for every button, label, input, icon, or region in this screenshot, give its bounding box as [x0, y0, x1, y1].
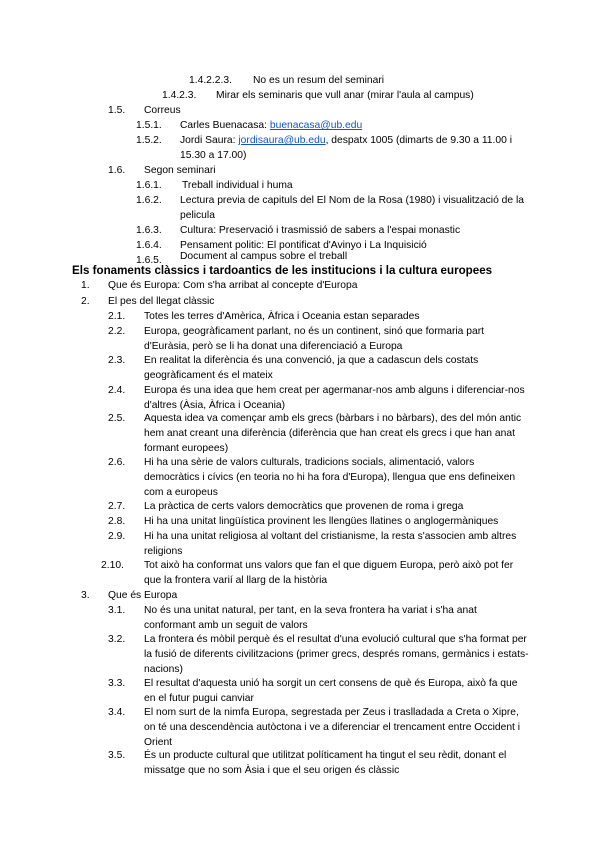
list-number: 2.10. — [101, 560, 124, 571]
list-number: 2.1. — [108, 311, 126, 322]
list-item-text — [180, 133, 525, 163]
list-item-text: Lectura previa de capituls del El Nom de la Rosa (1980) i visualització de la pelicula — [180, 195, 524, 221]
list-item-text: Europa, geogràficament parlant, no és un continent, sinó que formaria part d'Euràsia, però se li ha donat una diferenciació a Europa — [144, 326, 485, 352]
list-item-text: Correus — [144, 105, 181, 116]
list-number: 1. — [81, 280, 90, 291]
list-number: 3.1. — [108, 605, 126, 616]
list-item-text: No es un resum del seminari — [253, 75, 385, 86]
list-item-text: Segon seminari — [144, 165, 216, 176]
list-item-text: La frontera és mòbil perquè és el resultat d'una evolució cultural que s'ha format per la fusió de diferents civilitzacions (primer grecs, després romans, germànics i estats-nacions) — [144, 634, 529, 675]
list-number: 2.2. — [108, 326, 126, 337]
list-number: 1.6.5. — [136, 255, 162, 266]
list-item-text: En realitat la diferència és una convenció, ja que a cadascun dels costats geogràficament és el mateix — [144, 355, 479, 381]
list-number: 2. — [81, 296, 90, 307]
list-number: 1.6.3. — [136, 225, 162, 236]
list-number: 1.4.2.2.3. — [189, 75, 232, 86]
list-item-text: Totes les terres d'Amèrica, Àfrica i Oceania estan separades — [144, 311, 420, 322]
list-item-text: Cultura: Preservació i trasmissió de sabers a l'espai monastic — [180, 225, 461, 236]
list-item-text: El pes del llegat clàssic — [108, 296, 215, 307]
list-item-text: Aquesta idea va començar amb els grecs (bàrbars i no bàrbars), des del món antic hem anat creant una diferència (diferència que han creat els grecs i que han anat formant europees) — [144, 413, 522, 454]
list-number: 3.4. — [108, 707, 126, 718]
list-item-text: La pràctica de certs valors democràtics que provenen de roma i grega — [144, 501, 464, 512]
list-number: 2.8. — [108, 516, 126, 527]
list-item-text: És un producte cultural que utilitzat políticament ha tingut el seu rèdit, donant el missatge que no som Àsia i que el seu origen és clàssic — [144, 750, 507, 776]
list-number: 1.5.1. — [136, 120, 162, 131]
list-item-text: Mirar els seminaris que vull anar (mirar l'aula al campus) — [216, 90, 474, 101]
list-item-text: El resultat d'aquesta unió ha sorgit un cert consens de què és Europa, això fa que en el futur pugui canviar — [144, 678, 518, 704]
list-item-text — [180, 118, 525, 133]
email-label: Jordi Saura: — [180, 135, 239, 146]
list-number: 2.5. — [108, 413, 126, 424]
email-label: Carles Buenacasa: — [180, 120, 270, 131]
list-item-text: Hi ha una unitat religiosa al voltant del cristianisme, la resta s'associen amb altres religions — [144, 531, 517, 557]
list-number: 1.5. — [108, 105, 126, 116]
list-number: 3.3. — [108, 678, 126, 689]
office-hours-text: , despatx 1005 (dimarts de 9.30 a 11.00 i 15.30 a 17.00) — [180, 135, 512, 161]
list-number: 1.4.2.3. — [162, 90, 197, 101]
list-number: 2.7. — [108, 501, 126, 512]
section-heading: Els fonaments clàssics i tardoantics de les institucions i la cultura europees — [72, 264, 493, 277]
list-number: 2.9. — [108, 531, 126, 542]
list-number: 2.6. — [108, 457, 126, 468]
list-item-text: Document al campus sobre el treball — [180, 251, 348, 262]
list-item-text: Tot això ha conformat uns valors que fan el que diguem Europa, però això pot fer que la frontera varií al llarg de la història — [144, 560, 514, 586]
list-item-text: No és una unitat natural, per tant, en la seva frontera ha variat i s'ha anat conformant amb un seguit de valors — [144, 605, 477, 631]
list-number: 3. — [81, 590, 90, 601]
email-link[interactable]: jordisaura@ub.edu — [238, 135, 326, 146]
list-item-text: Que és Europa — [108, 590, 178, 601]
list-item-text: Pensament politic: El pontificat d'Avinyo i La Inquisició — [180, 240, 427, 251]
list-number: 3.2. — [108, 634, 126, 645]
list-item-text: Que és Europa: Com s'ha arribat al concepte d'Europa — [108, 280, 358, 291]
list-number: 3.5. — [108, 750, 126, 761]
list-item-text: El nom surt de la nimfa Europa, segrestada per Zeus i traslladada a Creta o Xipre, on té una descendència autòctona i ve a diferenciar el trencament entre Occident i Orient — [144, 707, 521, 748]
list-item-text: Treball individual i huma — [182, 180, 293, 191]
list-item-text: Hi ha una unitat lingüística provinent les llengües llatines o anglogermàniques — [144, 516, 499, 527]
list-number: 1.6.2. — [136, 195, 162, 206]
list-number: 1.6.4. — [136, 240, 162, 251]
list-number: 2.4. — [108, 385, 126, 396]
list-number: 1.6. — [108, 165, 126, 176]
list-item-text: Hi ha una sèrie de valors culturals, tradicions socials, alimentació, valors democràtics i cívics (en teoria no hi ha fora d'Europa), llengua que ens defineixen com a europeus — [144, 457, 516, 498]
list-number: 1.6.1. — [136, 180, 162, 191]
list-item-text: Europa és una idea que hem creat per agermanar-nos amb alguns i diferenciar-nos d'altres (Àsia, Àfrica i Oceania) — [144, 385, 525, 411]
list-number: 2.3. — [108, 355, 126, 366]
email-link[interactable]: buenacasa@ub.edu — [269, 120, 363, 131]
list-number: 1.5.2. — [136, 135, 162, 146]
